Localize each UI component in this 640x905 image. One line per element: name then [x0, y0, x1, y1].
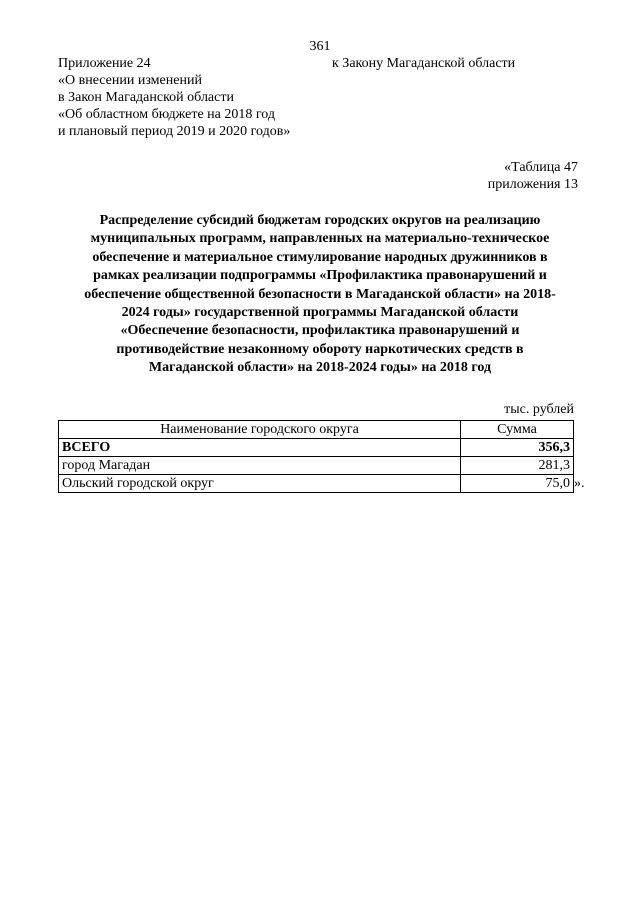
- district-name: Ольский городской округ: [59, 475, 461, 493]
- header-name: Наименование городского округа: [59, 421, 461, 439]
- intro-line: и плановый период 2019 и 2020 годов»: [58, 124, 291, 139]
- table-reference: [488, 159, 578, 193]
- title-line: муниципальных программ, направленных на материально-техническое: [90, 231, 550, 247]
- district-sum: 281,3: [461, 457, 574, 475]
- title-line: Распределение субсидий бюджетам городских округов на реализацию: [99, 213, 541, 228]
- amendment-intro: [58, 72, 290, 140]
- title-line: обеспечение и материальное стимулирование народных дружинников в: [92, 249, 548, 265]
- total-label: ВСЕГО: [59, 439, 461, 457]
- total-sum: 356,3: [461, 439, 574, 457]
- title-line: 2024 годы» государственной программы Магаданской области: [121, 305, 519, 321]
- table-row: [59, 475, 574, 493]
- table-ref-line: приложения 13: [487, 177, 578, 192]
- intro-line: «Об областном бюджете на 2018 год: [58, 107, 275, 122]
- table-header-row: [59, 421, 574, 439]
- annex-law-reference: к Закону Магаданской области: [332, 56, 516, 71]
- title-line: рамках реализации подпрограммы «Профилактика правонарушений и: [93, 268, 547, 284]
- table-row-total: [59, 439, 574, 457]
- header-sum: Сумма: [461, 421, 574, 439]
- district-sum: 75,0: [461, 475, 574, 493]
- title-line: «Обеспечение безопасности, профилактика правонарушений и: [120, 323, 520, 339]
- page-number: 361: [309, 39, 331, 54]
- annex-number: Приложение 24: [58, 56, 151, 71]
- intro-line: «О внесении изменений: [58, 73, 202, 88]
- table-ref-line: «Таблица 47: [504, 160, 578, 175]
- title-line: противодействие незаконному обороту наркотических средств в: [116, 341, 524, 357]
- title-line: Магаданской области» на 2018-2024 годы» на 2018 год: [148, 360, 492, 376]
- subsidy-table: [58, 420, 574, 493]
- district-name: город Магадан: [59, 457, 461, 475]
- unit-label: тыс. рублей: [504, 402, 574, 417]
- closing-quote-mark: ».: [574, 476, 585, 491]
- title-line: обеспечение общественной безопасности в Магаданской области» на 2018-: [84, 286, 556, 302]
- table-row: [59, 457, 574, 475]
- document-title: [58, 212, 582, 378]
- intro-line: в Закон Магаданской области: [58, 90, 234, 105]
